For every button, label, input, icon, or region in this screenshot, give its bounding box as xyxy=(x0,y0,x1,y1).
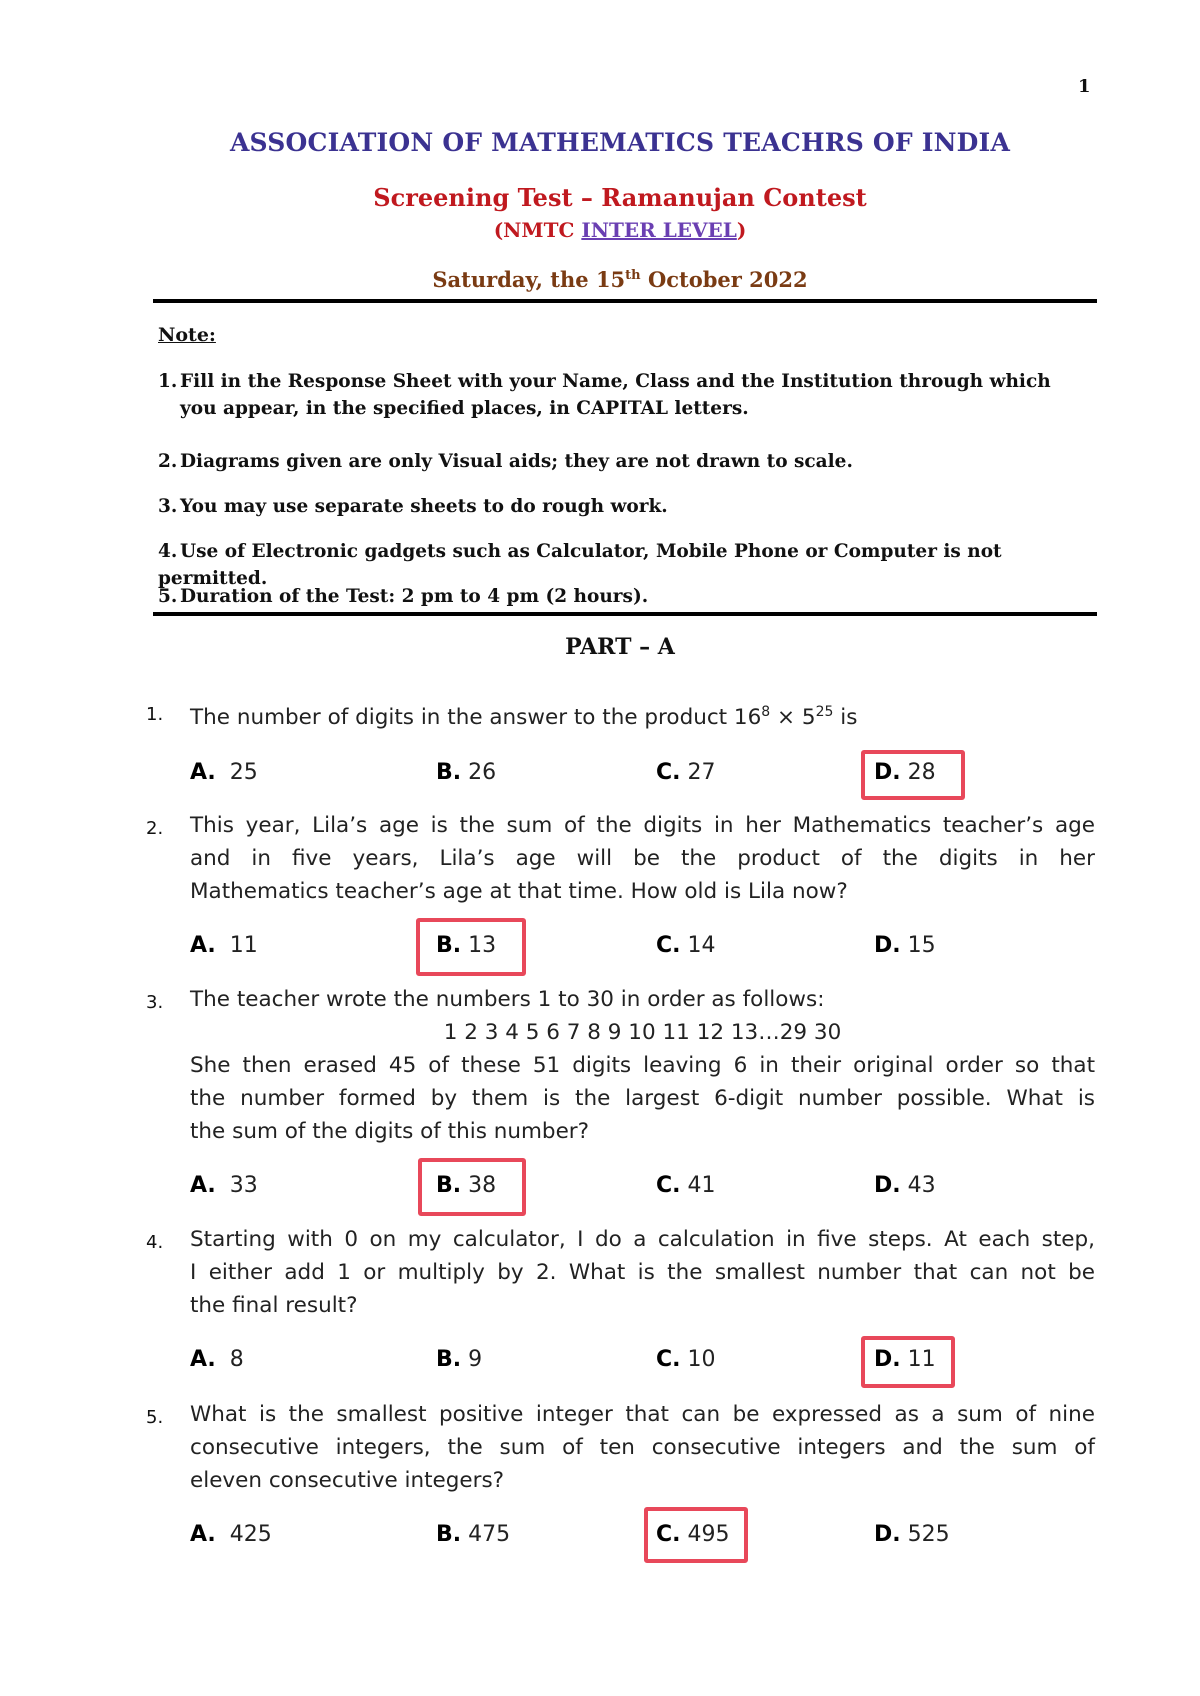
question-line: Mathematics teacher’s age at that time. How old is Lila now? xyxy=(190,879,848,904)
note-text: You may use separate sheets to do rough work. xyxy=(180,496,668,517)
option-letter: D. xyxy=(874,933,901,958)
option-a[interactable] xyxy=(190,1522,272,1547)
option-letter: B. xyxy=(436,1522,462,1547)
option-letter: B. xyxy=(436,1173,462,1198)
number-sequence: 1 2 3 4 5 6 7 8 9 10 11 12 13…29 30 xyxy=(443,1020,842,1045)
option-value: 9 xyxy=(468,1347,483,1372)
question-line: I either add 1 or multiply by 2. What is the smallest number that can not be xyxy=(190,1260,1095,1285)
option-b[interactable] xyxy=(436,760,496,785)
question-number: 2. xyxy=(146,818,164,839)
note-item-1 xyxy=(158,368,1088,422)
question-line: She then erased 45 of these 51 digits leaving 6 in their original order so that xyxy=(190,1053,1095,1078)
question-line: the final result? xyxy=(190,1293,358,1318)
date-suffix: October 2022 xyxy=(640,267,808,292)
answer-highlight xyxy=(861,1336,955,1388)
option-value: 13 xyxy=(468,933,497,958)
question-1-text xyxy=(190,696,1095,734)
question-line: The teacher wrote the numbers 1 to 30 in order as follows: xyxy=(190,987,825,1012)
option-value: 10 xyxy=(687,1347,716,1372)
option-c[interactable] xyxy=(656,760,716,785)
top-divider xyxy=(153,299,1097,303)
question-number: 3. xyxy=(146,992,164,1013)
note-item-3 xyxy=(158,493,1088,520)
question-number: 5. xyxy=(146,1407,164,1428)
option-letter: C. xyxy=(656,1347,681,1372)
part-title: PART – A xyxy=(565,634,675,660)
date-prefix: Saturday, the 15 xyxy=(432,267,626,292)
option-b[interactable] xyxy=(436,1347,482,1372)
question-line: consecutive integers, the sum of ten consecutive integers and the sum of xyxy=(190,1435,1095,1460)
answer-highlight xyxy=(416,918,526,976)
option-c[interactable] xyxy=(656,1173,716,1198)
test-date xyxy=(0,267,1200,292)
option-value: 525 xyxy=(907,1522,950,1547)
option-letter: C. xyxy=(656,933,681,958)
option-letter: B. xyxy=(436,933,462,958)
q1-text-post: is xyxy=(833,705,858,731)
question-line: Starting with 0 on my calculator, I do a calculation in five steps. At each step, xyxy=(190,1227,1095,1252)
option-letter: A. xyxy=(190,1347,216,1372)
question-line: This year, Lila’s age is the sum of the digits in her Mathematics teacher’s age xyxy=(190,813,1095,838)
question-4-text xyxy=(190,1223,1095,1322)
option-value: 8 xyxy=(229,1347,244,1372)
option-a[interactable] xyxy=(190,1173,258,1198)
bottom-divider xyxy=(153,612,1097,616)
option-d[interactable] xyxy=(874,1522,950,1547)
option-letter: D. xyxy=(874,760,901,785)
option-d[interactable] xyxy=(874,933,936,958)
question-line: and in five years, Lila’s age will be the product of the digits in her xyxy=(190,846,1095,871)
option-value: 28 xyxy=(907,760,936,785)
question-line: the sum of the digits of this number? xyxy=(190,1119,590,1144)
note-item-2 xyxy=(158,448,1088,475)
option-value: 41 xyxy=(687,1173,716,1198)
option-letter: D. xyxy=(874,1173,901,1198)
level-close: ) xyxy=(736,218,747,242)
option-value: 27 xyxy=(687,760,716,785)
option-letter: A. xyxy=(190,1522,216,1547)
option-a[interactable] xyxy=(190,1347,244,1372)
option-a[interactable] xyxy=(190,760,258,785)
option-letter: A. xyxy=(190,760,216,785)
option-letter: D. xyxy=(874,1522,901,1547)
option-letter: B. xyxy=(436,1347,462,1372)
question-number: 1. xyxy=(146,704,164,725)
option-d[interactable] xyxy=(874,1173,936,1198)
q1-exponent-1: 8 xyxy=(761,704,771,720)
date-sup: th xyxy=(625,268,641,283)
option-letter: A. xyxy=(190,1173,216,1198)
option-a[interactable] xyxy=(190,933,258,958)
option-c[interactable] xyxy=(656,1347,716,1372)
question-number: 4. xyxy=(146,1232,164,1253)
note-num: 1. xyxy=(158,371,178,392)
question-line: What is the smallest positive integer that can be expressed as a sum of nine xyxy=(190,1402,1095,1427)
option-value: 43 xyxy=(907,1173,936,1198)
note-num: 2. xyxy=(158,451,178,472)
option-value: 495 xyxy=(687,1522,730,1547)
question-line: the number formed by them is the largest 6-digit number possible. What is xyxy=(190,1086,1095,1111)
question-3-text xyxy=(190,983,1095,1148)
option-value: 11 xyxy=(907,1347,936,1372)
option-value: 11 xyxy=(229,933,258,958)
answer-highlight xyxy=(861,750,965,800)
level-label xyxy=(0,218,1200,242)
note-num: 4. xyxy=(158,541,178,562)
option-letter: A. xyxy=(190,933,216,958)
question-5-text xyxy=(190,1398,1095,1497)
level-open: (NMTC xyxy=(493,218,582,242)
option-value: 33 xyxy=(229,1173,258,1198)
note-item-5 xyxy=(158,583,1088,610)
option-value: 26 xyxy=(468,760,497,785)
note-num: 3. xyxy=(158,496,178,517)
q1-text-mid: × 5 xyxy=(770,705,816,731)
document-title: ASSOCIATION OF MATHEMATICS TEACHRS OF INDIA xyxy=(229,128,1011,157)
option-letter: C. xyxy=(656,1173,681,1198)
option-letter: C. xyxy=(656,1522,681,1547)
q1-text-pre: The number of digits in the answer to the product 16 xyxy=(190,705,762,731)
q1-exponent-2: 25 xyxy=(815,704,834,720)
question-2-text xyxy=(190,809,1095,908)
option-value: 425 xyxy=(229,1522,272,1547)
note-text: Duration of the Test: 2 pm to 4 pm (2 hours). xyxy=(180,586,649,607)
option-value: 14 xyxy=(687,933,716,958)
option-value: 475 xyxy=(468,1522,511,1547)
note-num: 5. xyxy=(158,586,178,607)
option-letter: B. xyxy=(436,760,462,785)
option-letter: D. xyxy=(874,1347,901,1372)
option-value: 25 xyxy=(229,760,258,785)
answer-highlight xyxy=(418,1158,526,1216)
option-b[interactable] xyxy=(436,1522,510,1547)
question-line: eleven consecutive integers? xyxy=(190,1468,505,1493)
note-text: Fill in the Response Sheet with your Name, Class and the Institution through which xyxy=(180,371,1051,392)
level-link[interactable]: INTER LEVEL xyxy=(581,218,737,242)
option-letter: C. xyxy=(656,760,681,785)
note-text-continued: you appear, in the specified places, in CAPITAL letters. xyxy=(180,398,749,419)
option-value: 38 xyxy=(468,1173,497,1198)
test-subtitle: Screening Test – Ramanujan Contest xyxy=(373,183,867,212)
note-text: Use of Electronic gadgets such as Calculator, Mobile Phone or Computer is not permitted. xyxy=(158,541,1002,589)
page-number: 1 xyxy=(1078,76,1091,97)
note-text: Diagrams given are only Visual aids; they are not drawn to scale. xyxy=(180,451,853,472)
note-label: Note: xyxy=(158,324,216,346)
option-value: 15 xyxy=(907,933,936,958)
option-c[interactable] xyxy=(656,933,716,958)
answer-highlight xyxy=(644,1507,748,1563)
